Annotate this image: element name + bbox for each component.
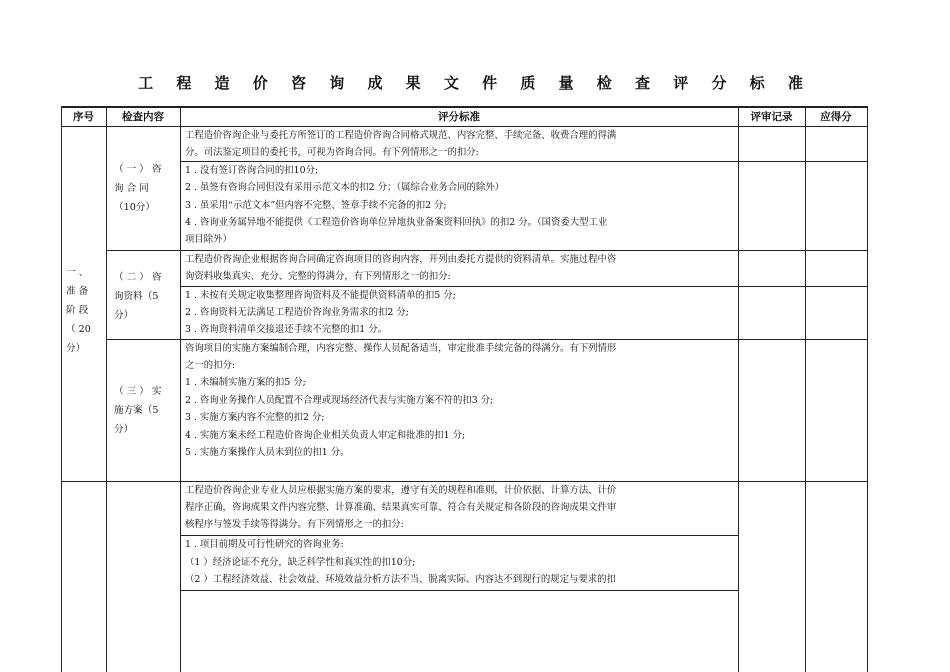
header-record: 评审记录	[750, 111, 793, 123]
header-criteria: 评分标准	[438, 111, 480, 123]
category-line: （10分）	[114, 202, 155, 213]
criteria-line: 程序正确，咨询成果文件内容完整、计算准确、结果真实可靠、符合有关规定和各阶段的咨询成果文件审	[185, 502, 617, 513]
criteria-line: 工程造价咨询企业与委托方所签订的工程造价咨询合同格式规范、内容完整、手续完备、收费合理的得满	[185, 130, 617, 141]
category-line: 分）	[114, 424, 134, 435]
criteria-line: 1 . 没有签订咨询合同的扣10分;	[185, 165, 319, 176]
category-line: 施方案（5	[114, 405, 159, 416]
criteria-line: 分。司法鉴定项目的委托书，可视为咨询合同。有下列情形之一的扣分:	[185, 147, 479, 158]
criteria-line: 工程造价咨询企业专业人员应根据实施方案的要求，遵守有关的规程和准则，计价依据、计算方法、计价	[185, 485, 617, 496]
header-item: 检查内容	[122, 111, 164, 123]
criteria-line: 1 . 项目前期及可行性研究的咨询业务:	[185, 539, 344, 550]
criteria-line: 3 . 咨询资料清单交接退还手续不完整的扣1 分。	[185, 324, 387, 335]
criteria-line: 1 . 未编制实施方案的扣5 分;	[185, 377, 306, 388]
category-line: 询资料（5	[114, 291, 159, 302]
criteria-line: 工程造价咨询企业根据咨询合同确定咨询项目的咨询内容，开列由委托方提供的资料清单。实施过程中咨	[185, 254, 617, 265]
criteria-line: 项目除外）	[185, 234, 232, 245]
header-no: 序号	[73, 111, 94, 123]
category-line: （ 一 ） 咨	[114, 164, 162, 175]
criteria-line: 3 . 虽采用“示范文本”但内容不完整、签章手续不完备的扣2 分;	[185, 200, 447, 211]
stage-label-line: 分）	[66, 343, 86, 354]
category-line: （ 三 ） 实	[114, 386, 162, 397]
criteria-line: 3 . 实施方案内容不完整的扣2 分;	[185, 412, 325, 423]
criteria-line: （2 ）工程经济效益、社会效益、环境效益分析方法不当、脱离实际、内容达不到现行的规定与要求的扣	[185, 574, 616, 585]
stage-label-line: 准 备	[66, 286, 89, 297]
document-title: 工 程 造 价 咨 询 成 果 文 件 质 量 检 查 评 分 标 准	[138, 74, 812, 92]
category-line: （ 二 ） 咨	[114, 272, 162, 283]
stage-label-line: 阶 段	[66, 305, 89, 316]
stage-label-line: 一 、	[66, 267, 89, 278]
criteria-line: 核程序与签发手续等得满分。有下列情形之一的扣分:	[185, 519, 404, 530]
header-score: 应得分	[820, 111, 852, 123]
criteria-line: （1 ）经济论证不充分，缺乏科学性和真实性的扣10分;	[185, 557, 416, 568]
stage-label-line: （ 20	[66, 324, 91, 335]
criteria-line: 5 . 实施方案操作人员未到位的扣1 分。	[185, 447, 350, 458]
criteria-line: 之一的扣分:	[185, 360, 236, 371]
criteria-line: 1 . 未按有关规定收集整理咨询资料及不能提供资料清单的扣5 分;	[185, 290, 456, 301]
criteria-line: 2 . 虽签有咨询合同但没有采用示范文本的扣2 分；（属综合业务合同的除外）	[185, 182, 505, 193]
category-line: 分）	[114, 310, 134, 321]
criteria-line: 2 . 咨询资料无法满足工程造价咨询业务需求的扣2 分;	[185, 307, 409, 318]
criteria-line: 4 . 实施方案未经工程造价咨询企业相关负责人审定和批准的扣1 分;	[185, 430, 466, 441]
category-line: 询 合 同	[114, 183, 149, 194]
criteria-line: 4 . 咨询业务属异地不能提供《工程造价咨询单位异地执业备案资料回执》的扣2 分。（国资委大型工业	[185, 217, 608, 228]
criteria-line: 2 . 咨询业务操作人员配置不合理或现场经济代表与实施方案不符的扣3 分;	[185, 395, 494, 406]
criteria-line: 询资料收集真实、充分、完整的得满分，有下列情形之一的扣分:	[185, 271, 451, 282]
criteria-line: 咨询项目的实施方案编制合理，内容完整、操作人员配备适当，审定批准手续完备的得满分。有下列情形	[185, 343, 617, 354]
